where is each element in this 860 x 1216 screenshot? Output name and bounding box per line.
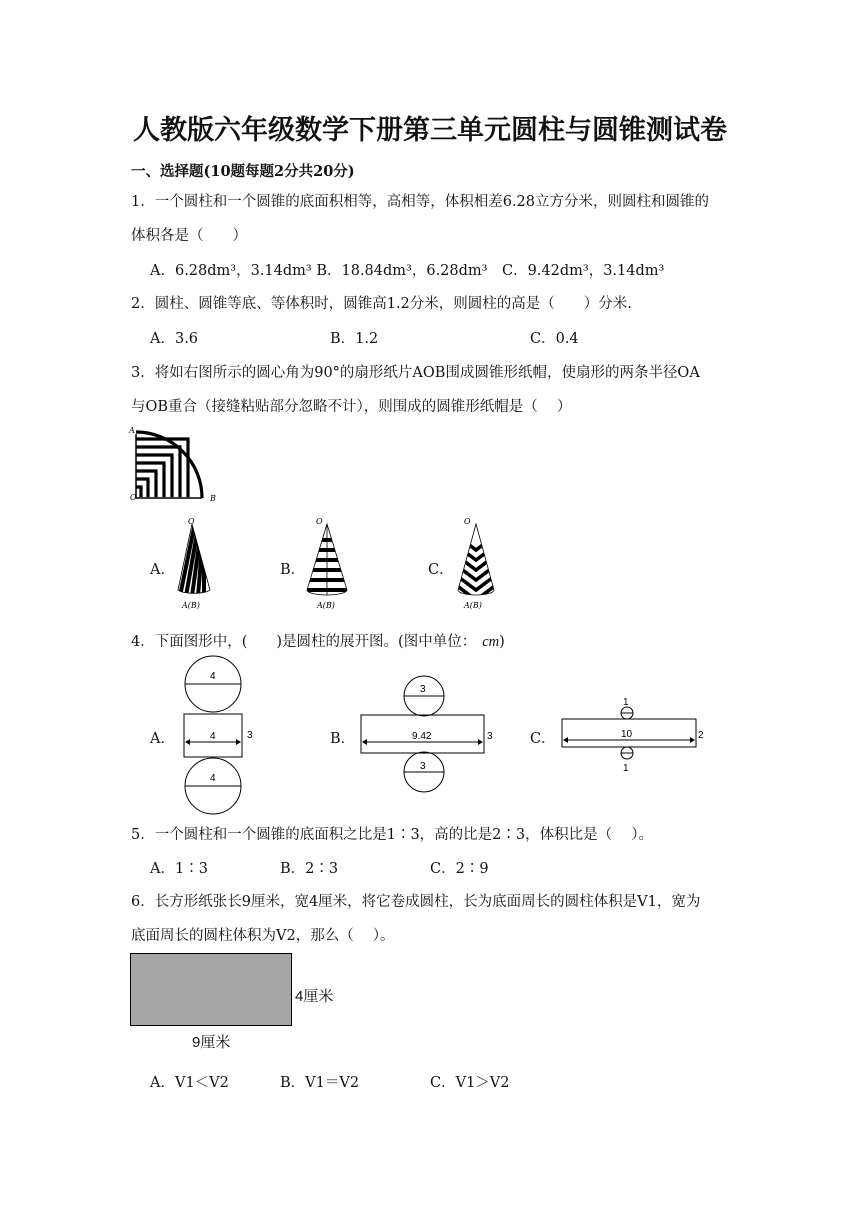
q5-option-a: A．1∶3 xyxy=(150,861,208,877)
net-b-side-label: 3 xyxy=(487,731,493,742)
sector-label-o: O xyxy=(130,493,137,502)
q2-option-b: B．1.2 xyxy=(330,331,379,347)
net-c xyxy=(558,695,708,777)
q6-line1: 6．长方形纸张长9厘米，宽4厘米，将它卷成圆柱，长为底面周长的圆柱体积是V1，宽为 xyxy=(131,894,701,910)
cone-b xyxy=(303,518,363,613)
q1-line1: 1．一个圆柱和一个圆锥的底面积相等，高相等，体积相差6.28立方分米，则圆柱和圆锥的 xyxy=(131,194,710,210)
cone-c xyxy=(452,518,512,613)
net-c-mid-label: 10 xyxy=(621,729,633,740)
sector-figure xyxy=(128,425,228,507)
q6-option-b: B．V1＝V2 xyxy=(280,1075,360,1091)
paper-rectangle xyxy=(130,953,292,1026)
cone-b-base: A(B) xyxy=(317,601,335,610)
q1-options: A．6.28dm³，3.14dm³ B．18.84dm³，6.28dm³ C．9.42dm³，3.14dm³ xyxy=(150,263,665,279)
page-title: 人教版六年级数学下册第三单元圆柱与圆锥测试卷 xyxy=(133,115,727,146)
q4-option-a: A． xyxy=(150,731,175,747)
q4-option-b: B． xyxy=(330,731,356,747)
net-a-bottom-label: 4 xyxy=(210,773,216,784)
net-b xyxy=(358,675,498,797)
net-b-mid-label: 9.42 xyxy=(412,731,432,742)
q3-line1: 3．将如右图所示的圆心角为90°的扇形纸片AOB围成圆锥形纸帽，使扇形的两条半径OA xyxy=(131,365,700,381)
q3-option-a: A． xyxy=(150,562,175,578)
cone-c-base: A(B) xyxy=(464,601,482,610)
q6-option-c: C．V1＞V2 xyxy=(430,1075,510,1091)
section-heading: 一、选择题(10题每题2分共20分) xyxy=(131,163,355,180)
sector-label-a: A xyxy=(129,426,135,435)
q5-text: 5．一个圆柱和一个圆锥的底面积之比是1∶3，高的比是2∶3，体积比是（ ）。 xyxy=(131,827,653,843)
q1-line2: 体积各是（ ） xyxy=(131,228,247,244)
cone-b-apex: O xyxy=(316,517,323,526)
net-a-mid-label: 4 xyxy=(210,731,216,742)
q6-option-a: A．V1＜V2 xyxy=(150,1075,229,1091)
q5-option-b: B．2∶3 xyxy=(280,861,339,877)
cone-a-base: A(B) xyxy=(182,601,200,610)
net-a-top-label: 4 xyxy=(210,671,216,682)
q3-line2: 与OB重合（接缝粘贴部分忽略不计），则围成的圆锥形纸帽是（ ） xyxy=(131,399,572,415)
cone-a-apex: O xyxy=(188,517,195,526)
net-c-top-label: 1 xyxy=(623,697,629,708)
sector-label-b: B xyxy=(210,494,216,503)
net-a-side-label: 3 xyxy=(247,730,253,741)
q2-option-c: C．0.4 xyxy=(530,331,579,347)
q4-option-c: C． xyxy=(530,731,556,747)
cone-c-apex: O xyxy=(464,517,471,526)
q3-option-b: B． xyxy=(280,562,306,578)
q2-text: 2．圆柱、圆锥等底、等体积时，圆锥高1.2分米，则圆柱的高是（ ）分米. xyxy=(131,296,632,312)
q4-unit: cm xyxy=(482,634,500,650)
cone-a xyxy=(176,518,226,613)
q2-option-a: A．3.6 xyxy=(150,331,199,347)
q4-text xyxy=(131,630,505,651)
net-c-side-label: 2 xyxy=(698,730,704,741)
q4-close: ) xyxy=(499,634,505,650)
q4-question: 4．下面图形中，( )是圆柱的展开图。(图中单位： xyxy=(131,634,477,650)
net-c-bottom-label: 1 xyxy=(623,763,629,774)
rect-width-label: 4厘米 xyxy=(295,988,334,1005)
q6-line2: 底面周长的圆柱体积为V2，那么（ ）。 xyxy=(131,928,395,944)
net-b-bottom-label: 3 xyxy=(420,761,426,772)
rect-length-label: 9厘米 xyxy=(192,1034,231,1051)
q5-option-c: C．2∶9 xyxy=(430,861,489,877)
net-b-top-label: 3 xyxy=(420,684,426,695)
net-a xyxy=(180,655,270,815)
q3-option-c: C． xyxy=(428,562,454,578)
